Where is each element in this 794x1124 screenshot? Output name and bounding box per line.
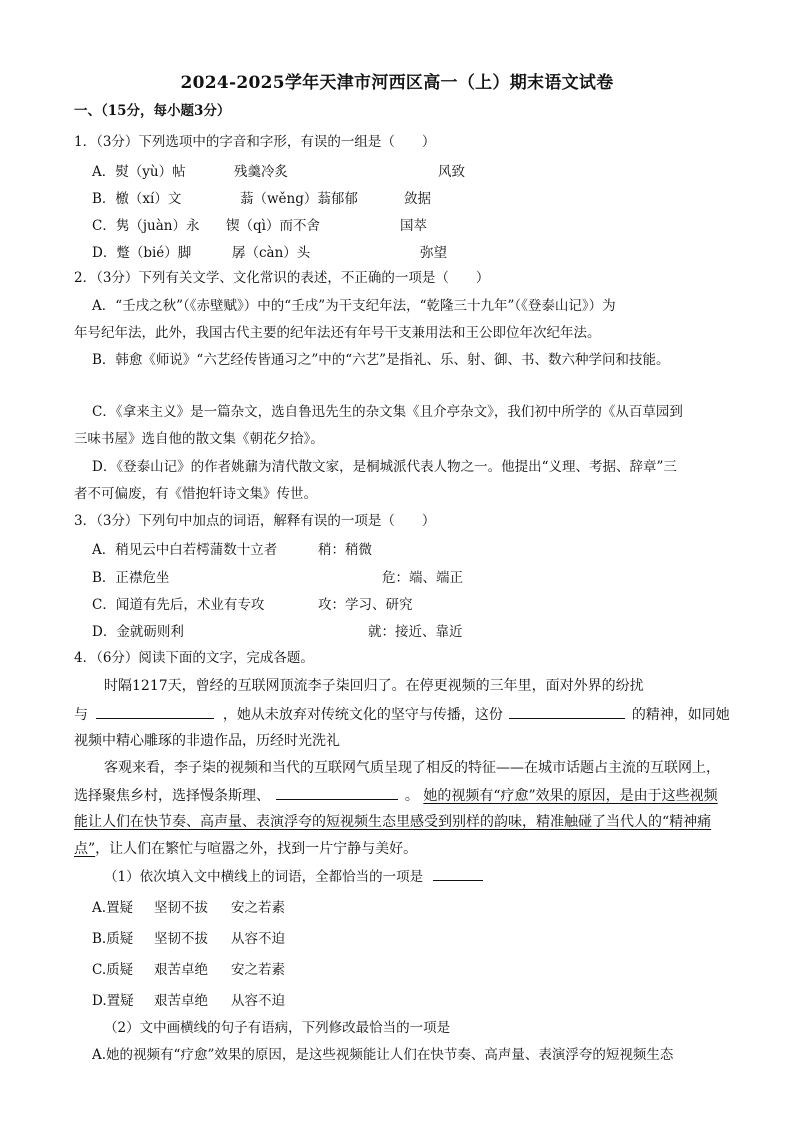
q4-sub1-option-d-col3: 从容不迫 [231, 993, 285, 1009]
q1-option-c-col2: 锲（qì）而不舍 [226, 218, 320, 234]
q4-sub1-option-d-col2: 艰苦卓绝 [154, 993, 208, 1009]
q4-sub2-stem: （2）文中画横线的句子有语病，下列修改最恰当的一项是 [104, 1020, 451, 1036]
q4-text-segment: 。 [404, 788, 419, 804]
q4-sub2-option-a: A.她的视频有“疗愈”效果的原因，是这些视频能让人们在快节奏、高声量、表演浮夸的短视频生态 [92, 1047, 674, 1063]
q4-passage-p2-line4 [74, 839, 417, 859]
q1-option-d-col2: 孱（càn）头 [232, 245, 311, 261]
q2-option-a-line1: A．“壬戌之秋”（《赤壁赋》）中的“壬戌”为干支纪年法，“乾隆三十九年”（《登泰山记》）为 [92, 298, 616, 314]
q4-sub1-option-b-col3: 从容不迫 [231, 931, 285, 947]
q4-passage-p2-line1: 客观来看，李子柒的视频和当代的互联网气质呈现了相反的特征——在城市话题占主流的互联网上， [104, 760, 720, 776]
section-heading: 一、（15分，每小题3分） [74, 103, 231, 119]
q3-option-c-gloss: 攻：学习、研究 [318, 597, 413, 613]
q3-option-a-gloss: 稍：稍微 [318, 542, 372, 558]
q4-sub1-option-a-col3: 安之若素 [231, 900, 285, 916]
q1-option-b-col3: 敛据 [404, 191, 431, 207]
underlined-sentence-part1: 她的视频有“疗愈”效果的原因，是由于这些视频 [423, 788, 718, 804]
q1-option-b-col1: B．檄（xí）文 [92, 191, 182, 207]
q4-passage-p2-line2 [74, 785, 718, 806]
q4-sub1-stem [104, 866, 483, 887]
q4-text-segment: 选择聚焦乡村，选择慢条斯理、 [74, 788, 270, 804]
q2-stem: 2．（3分）下列有关文学、文化常识的表述，不正确的一项是（ ） [74, 270, 490, 286]
q1-option-d-col3: 弥望 [420, 245, 447, 261]
q4-sub1-option-b-col2: 坚韧不拔 [154, 931, 208, 947]
q4-text-segment: ，让人们在繁忙与喧嚣之外，找到一片宁静与美好。 [95, 841, 418, 857]
q3-option-b-gloss: 危：端、端正 [382, 570, 463, 586]
q3-option-d-gloss: 就：接近、靠近 [368, 624, 463, 640]
q4-sub1-option-a-col2: 坚韧不拔 [154, 900, 208, 916]
q4-sub1-option-d-col1: D.置疑 [92, 993, 134, 1009]
q2-option-a-line2: 年号纪年法，此外，我国古代主要的纪年法还有年号干支兼用法和王公即位年次纪年法。 [74, 325, 601, 341]
q4-passage-p1-line3: 视频中精心雕琢的非遗作品，历经时光洗礼 [74, 733, 340, 749]
q4-text-segment: 与 [74, 707, 88, 723]
q1-option-b-col2: 蓊（wěng）蓊郁郁 [240, 191, 358, 207]
underlined-sentence-part3: 点” [74, 841, 96, 857]
q4-sub1-option-b-col1: B.质疑 [92, 931, 134, 947]
q4-sub1-option-c-col2: 艰苦卓绝 [154, 962, 208, 978]
q2-option-d-line2: 者不可偏废，有《惜抱轩诗文集》传世。 [74, 486, 317, 502]
q1-stem: 1．（3分）下列选项中的字音和字形，有误的一组是（ ） [74, 134, 436, 150]
fill-blank-3[interactable] [276, 785, 398, 800]
exam-title: 2024-2025学年天津市河西区高一（上）期末语文试卷 [180, 73, 614, 93]
q2-option-d-line1: D．《登泰山记》的作者姚鼐为清代散文家，是桐城派代表人物之一。他提出“义理、考据、辞章”三 [92, 459, 677, 475]
q1-option-d-col1: D．蹩（bié）脚 [92, 245, 192, 261]
q3-stem: 3．（3分）下列句中加点的词语，解释有误的一项是（ ） [74, 513, 436, 529]
q3-option-d-text: D．金就砺则利 [92, 624, 184, 640]
answer-blank[interactable] [433, 866, 483, 881]
underlined-sentence-part2: 能让人们在快节奏、高声量、表演浮夸的短视频生态里感受到别样的韵味，精准触碰了当代人的“精神痛 [74, 814, 712, 830]
q4-passage-p1-line2 [74, 704, 730, 725]
q1-option-a-col1: A．熨（yù）帖 [92, 164, 186, 180]
q4-sub1-option-a-col1: A.置疑 [92, 900, 134, 916]
q2-option-b: B．韩愈《师说》“六艺经传皆通习之”中的“六艺”是指礼、乐、射、御、书、数六种学问和技能。 [92, 352, 670, 368]
q1-option-a-col3: 风致 [438, 164, 465, 180]
q3-option-b-text: B．正襟危坐 [92, 570, 170, 586]
q2-option-c-line2: 三味书屋》选自他的散文集《朝花夕拾》。 [74, 431, 324, 447]
q4-stem: 4．（6分）阅读下面的文字，完成各题。 [74, 650, 314, 666]
q1-option-c-col1: C．隽（juàn）永 [92, 218, 200, 234]
q1-option-a-col2: 残羹冷炙 [234, 164, 288, 180]
q4-sub1-option-c-col1: C.质疑 [92, 962, 134, 978]
q1-option-c-col3: 国萃 [400, 218, 427, 234]
q4-sub1-option-c-col3: 安之若素 [231, 962, 285, 978]
q4-text-segment: ，她从未放弃对传统文化的坚守与传播，这份 [222, 707, 503, 723]
fill-blank-2[interactable] [509, 704, 625, 719]
q4-sub1-text: （1）依次填入文中横线上的词语，全都恰当的一项是 [104, 869, 424, 885]
q4-passage-p1-line1: 时隔1217天，曾经的互联网顶流李子柒回归了。在停更视频的三年里，面对外界的纷扰 [104, 678, 644, 694]
q4-text-segment: 的精神，如同她 [631, 707, 730, 723]
q2-option-c-line1: C．《拿来主义》是一篇杂文，选自鲁迅先生的杂文集《且介亭杂文》，我们初中所学的《从百草园到 [92, 404, 683, 420]
fill-blank-1[interactable] [96, 704, 214, 719]
q3-option-c-text: C．闻道有先后，术业有专攻 [92, 597, 265, 613]
q3-option-a-text: A．稍见云中白若樗蒲数十立者 [92, 542, 278, 558]
